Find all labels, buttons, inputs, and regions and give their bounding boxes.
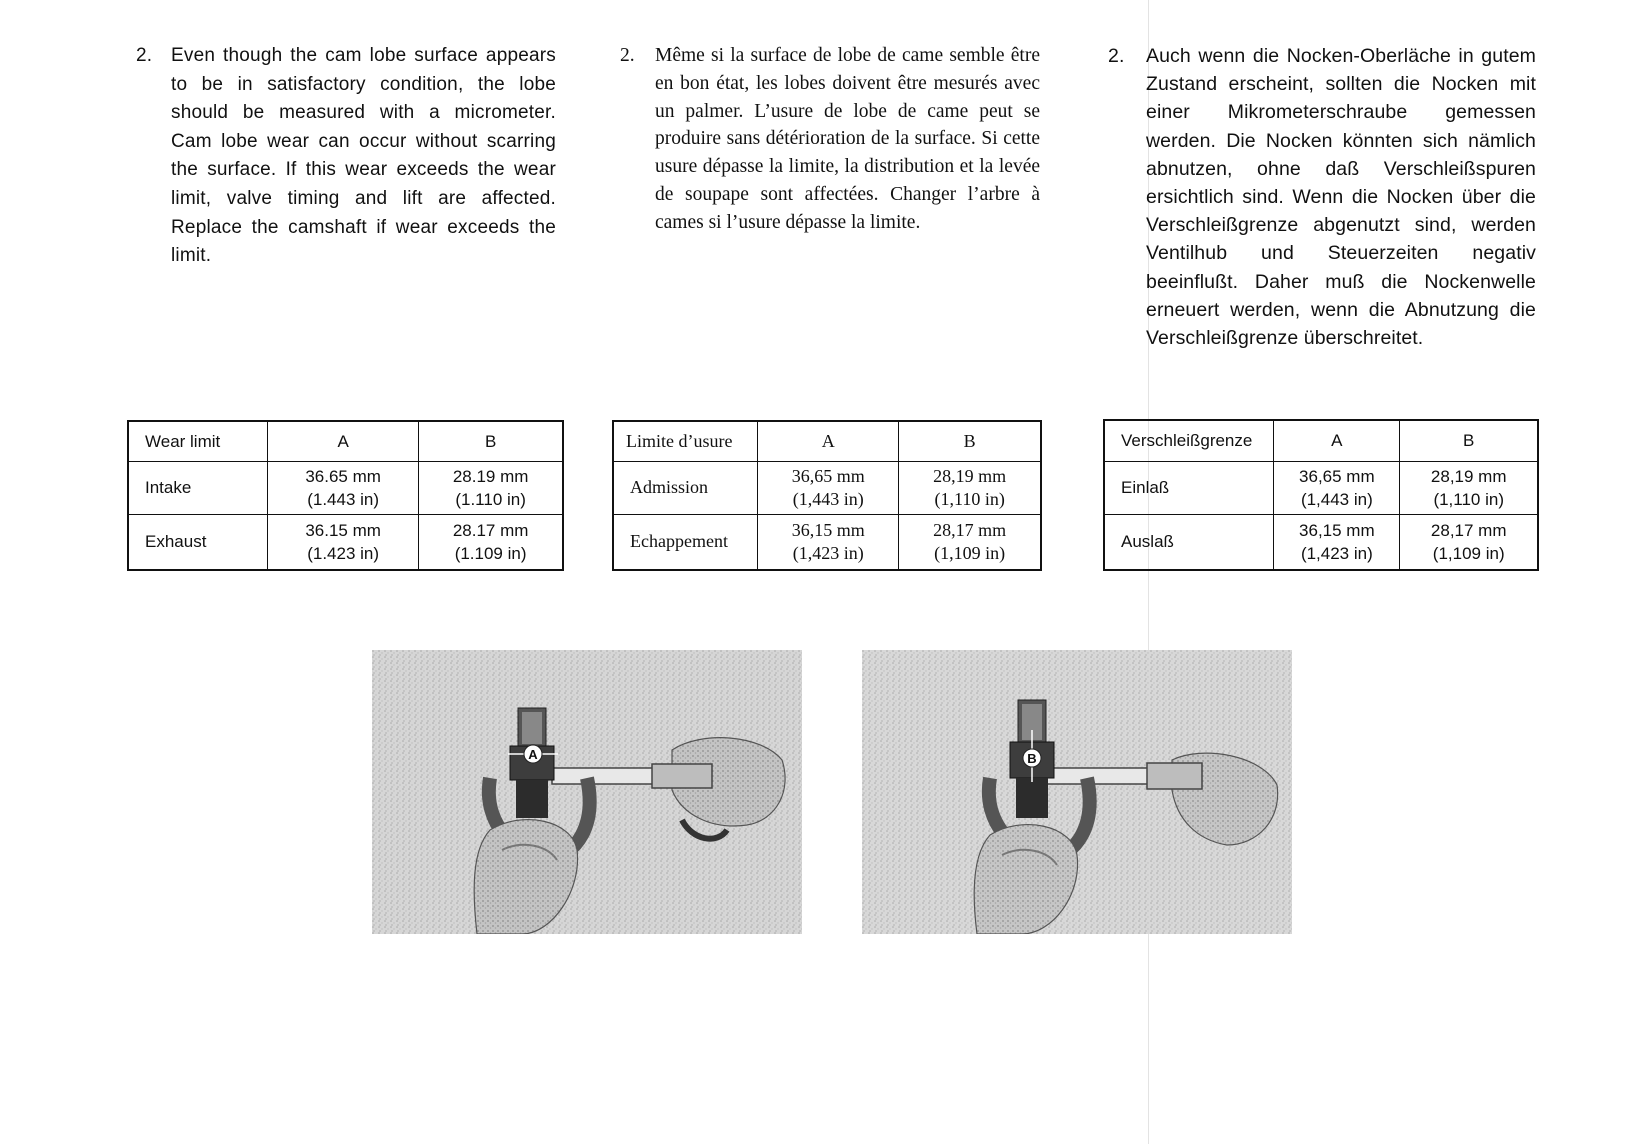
table-row [1104, 461, 1538, 514]
table-header-a: A [758, 421, 899, 461]
row-label: Intake [128, 461, 268, 514]
wear-limit-table-de [1103, 419, 1539, 571]
value-a: 36,65 mm (1,443 in) [758, 461, 899, 514]
table-header-a: A [268, 421, 419, 461]
table-header-a: A [1274, 420, 1400, 461]
value-a: 36.15 mm (1.423 in) [268, 514, 419, 570]
value-b: 28.19 mm (1.110 in) [419, 461, 563, 514]
instruction-fr [620, 42, 1040, 237]
table-header-b: B [419, 421, 563, 461]
value-a: 36.65 mm (1.443 in) [268, 461, 419, 514]
value-b: 28.17 mm (1.109 in) [419, 514, 563, 570]
value-a: 36,15 mm (1,423 in) [1274, 514, 1400, 570]
table-header-label: Verschleißgrenze [1104, 420, 1274, 461]
row-label: Echappement [613, 514, 758, 570]
value-b: 28,19 mm (1,110 in) [1400, 461, 1538, 514]
photo-measure-a [372, 650, 802, 934]
table-row [1104, 514, 1538, 570]
table-header-row [1104, 420, 1538, 461]
table-header-row [128, 421, 563, 461]
row-label: Exhaust [128, 514, 268, 570]
step-number-fr: 2. [620, 45, 635, 66]
table-row [613, 461, 1041, 514]
row-label: Auslaß [1104, 514, 1274, 570]
table-row [128, 461, 563, 514]
wear-limit-table-fr [612, 420, 1042, 571]
table-header-label: Wear limit [128, 421, 268, 461]
value-b: 28,17 mm (1,109 in) [1400, 514, 1538, 570]
instruction-de [1108, 42, 1536, 352]
table-header-b: B [899, 421, 1041, 461]
value-b: 28,19 mm (1,110 in) [899, 461, 1041, 514]
value-b: 28,17 mm (1,109 in) [899, 514, 1041, 570]
instruction-text-en: Even though the cam lobe surface appears to be in satisfactory condition, the lobe should be measured with a micrometer. Cam lobe wear can occur without scarring the surface. If this wear exceeds the wear limit, valve timing and lift are affected. Replace the camshaft if wear exceeds the limit. [171, 45, 556, 267]
table-row [128, 514, 563, 570]
value-a: 36,15 mm (1,423 in) [758, 514, 899, 570]
instruction-text-fr: Même si la surface de lobe de came semble être en bon état, les lobes doivent être mesurés avec un palmer. L’usure de lobe de came peut se produire sans détérioration de la surface. Si cette usure dépasse la limite, la distribution et la levée de soupape sont affectées. Changer l’arbre à cames si l’usure dépasse la limite. [655, 45, 1040, 233]
table-header-row [613, 421, 1041, 461]
instruction-en [136, 42, 556, 271]
row-label: Admission [613, 461, 758, 514]
table-header-label: Limite d’usure [613, 421, 758, 461]
step-number-de: 2. [1108, 45, 1125, 67]
value-a: 36,65 mm (1,443 in) [1274, 461, 1400, 514]
row-label: Einlaß [1104, 461, 1274, 514]
table-row [613, 514, 1041, 570]
photo-measure-b [862, 650, 1292, 934]
step-number-en: 2. [136, 45, 153, 66]
dimension-marker-b: B [1027, 751, 1037, 766]
dimension-marker-a: A [528, 747, 538, 762]
table-header-b: B [1400, 420, 1538, 461]
wear-limit-table-en [127, 420, 564, 571]
instruction-text-de: Auch wenn die Nocken-Oberläche in gutem Zustand erscheint, sollten die Nocken mit einer Mikrometerschraube gemessen werden. Die Nocken könnten sich nämlich abnutzen, ohne daß Verschleißspuren ersichtlich sind. Wenn die Nocken über die Verschleißgrenze abgenutzt sind, werden Ventilhub und Steuerzeiten negativ beeinflußt. Daher muß die Nockenwelle erneuert werden, wenn die Abnutzung die Verschleißgrenze überschreitet. [1146, 45, 1536, 350]
